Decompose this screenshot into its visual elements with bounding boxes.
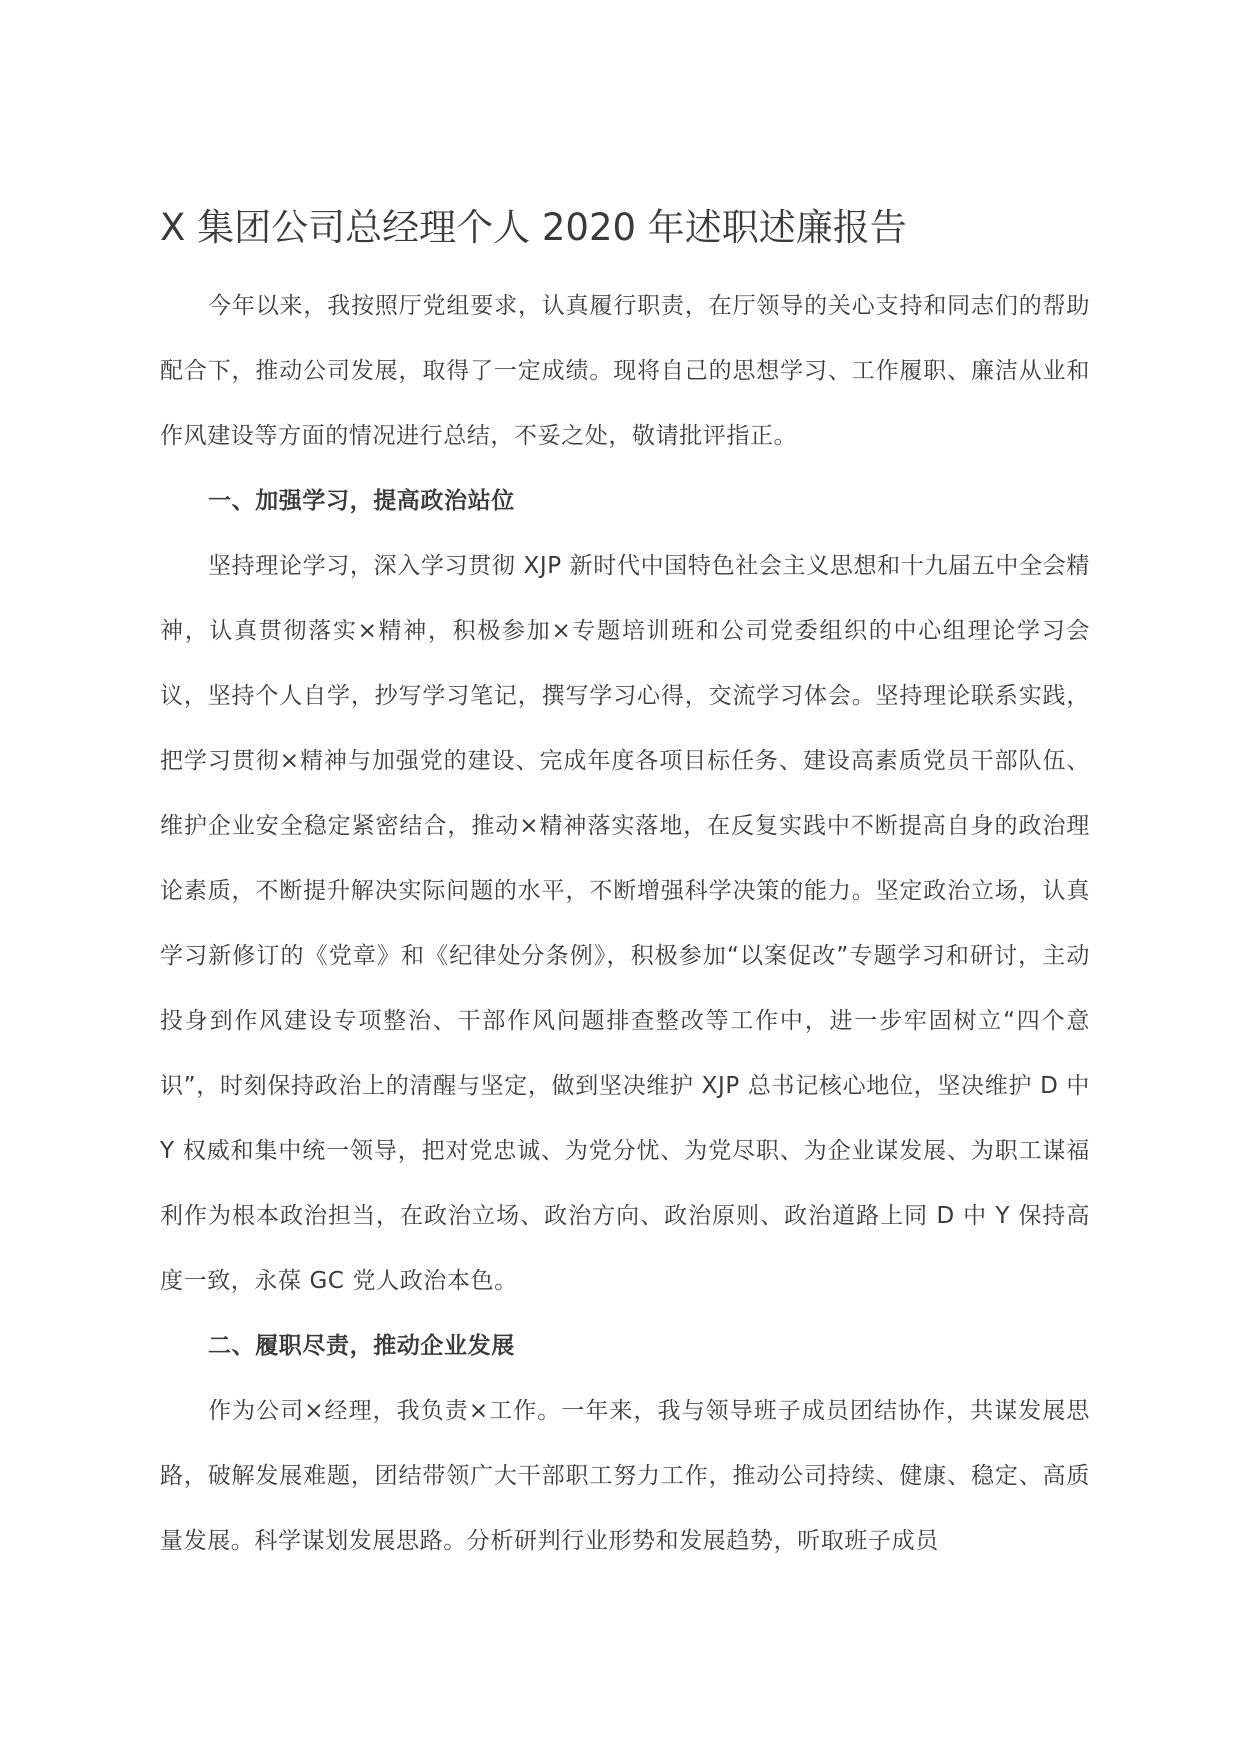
intro-paragraph: 今年以来，我按照厅党组要求，认真履行职责，在厅领导的关心支持和同志们的帮助配合下，推动公司发展，取得了一定成绩。现将自己的思想学习、工作履职、廉洁从业和作风建设等方面的情况进行总结，不妥之处，敬请批评指正。: [160, 293, 1090, 449]
document-body: [160, 200, 1090, 1574]
section-1-paragraph: 坚持理论学习，深入学习贯彻 XJP 新时代中国特色社会主义思想和十九届五中全会精神，认真贯彻落实×精神，积极参加×专题培训班和公司党委组织的中心组理论学习会议，坚持个人自学，抄写学习笔记，撰写学习心得，交流学习体会。坚持理论联系实践，把学习贯彻×精神与加强党的建设、完成年度各项目标任务、建设高素质党员干部队伍、维护企业安全稳定紧密结合，推动×精神落实落地，在反复实践中不断提高自身的政治理论素质，不断提升解决实际问题的水平，不断增强科学决策的能力。坚定政治立场，认真学习新修订的《党章》和《纪律处分条例》，积极参加“以案促改”专题学习和研讨，主动投身到作风建设专项整治、干部作风问题排查整改等工作中，进一步牢固树立“四个意识”，时刻保持政治上的清醒与坚定，做到坚决维护 XJP 总书记核心地位，坚决维护 D 中 Y 权威和集中统一领导，把对党忠诚、为党分忧、为党尽职、为企业谋发展、为职工谋福利作为根本政治担当，在政治立场、政治方向、政治原则、政治道路上同 D 中 Y 保持高度一致，永葆 GC 党人政治本色。: [160, 553, 1090, 1294]
section-heading-2: 二、履职尽责，推动企业发展: [208, 1333, 515, 1359]
section-heading-1: 一、加强学习，提高政治站位: [208, 488, 515, 514]
document-title: X 集团公司总经理个人 2020 年述职述廉报告: [160, 206, 907, 249]
section-2-paragraph: 作为公司×经理，我负责×工作。一年来，我与领导班子成员团结协作，共谋发展思路，破解发展难题，团结带领广大干部职工努力工作，推动公司持续、健康、稳定、高质量发展。科学谋划发展思路。分析研判行业形势和发展趋势，听取班子成员: [160, 1398, 1090, 1554]
